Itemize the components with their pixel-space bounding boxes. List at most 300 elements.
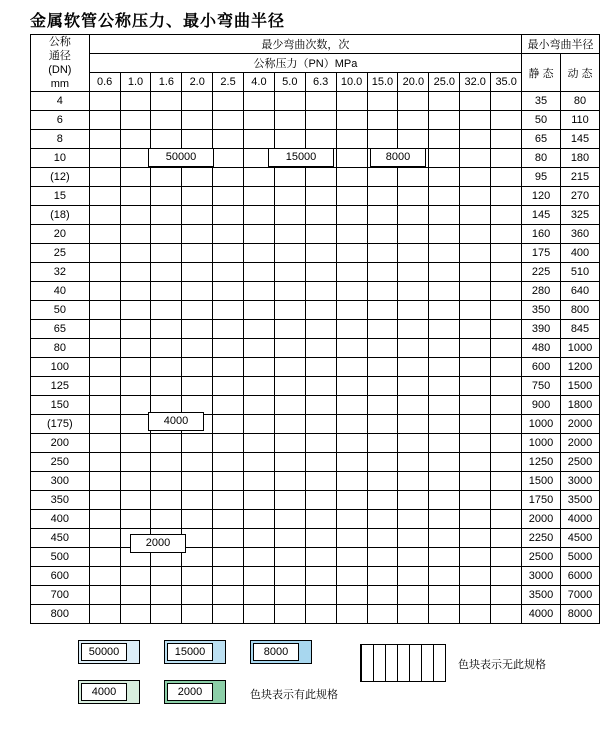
dn-header-cell (31, 35, 90, 92)
pressure-cell (274, 358, 305, 377)
pressure-cell (213, 320, 244, 339)
pressure-cell (460, 92, 491, 111)
pressure-cell (429, 491, 460, 510)
pressure-cell (244, 586, 275, 605)
pressure-cell (182, 187, 213, 206)
table-row (31, 301, 600, 320)
pressure-cell (491, 320, 522, 339)
pressure-cell (398, 605, 429, 624)
dn-value: 700 (31, 586, 90, 605)
pressure-cell (336, 92, 367, 111)
pressure-cell (460, 491, 491, 510)
pressure-cell (305, 453, 336, 472)
radius-static-value: 65 (522, 130, 561, 149)
pressure-cell (151, 92, 182, 111)
pressure-cell (274, 263, 305, 282)
pressure-cell (120, 111, 151, 130)
radius-dynamic-value: 2000 (560, 415, 599, 434)
pressure-col-header: 20.0 (398, 73, 429, 92)
pressure-cell (244, 548, 275, 567)
pressure-cell (305, 339, 336, 358)
pressure-cell (182, 282, 213, 301)
pressure-col-header: 0.6 (89, 73, 120, 92)
pressure-cell (182, 92, 213, 111)
pressure-cell (336, 111, 367, 130)
radius-dynamic-value: 1500 (560, 377, 599, 396)
pressure-cell (244, 206, 275, 225)
pressure-cell (151, 320, 182, 339)
pressure-cell (274, 187, 305, 206)
pressure-cell (460, 472, 491, 491)
pressure-cell (120, 339, 151, 358)
dn-value: 10 (31, 149, 90, 168)
pressure-cell (274, 339, 305, 358)
pressure-cell (460, 415, 491, 434)
pressure-cell (120, 358, 151, 377)
dn-value: 800 (31, 605, 90, 624)
pressure-cell (120, 453, 151, 472)
pressure-cell (120, 320, 151, 339)
legend-label-15000: 15000 (167, 643, 213, 661)
pressure-cell (151, 168, 182, 187)
radius-dynamic-value: 215 (560, 168, 599, 187)
pressure-cell (89, 396, 120, 415)
legend-label-2000: 2000 (167, 683, 213, 701)
table-body (31, 92, 600, 624)
pressure-cell (429, 415, 460, 434)
overlay-value-box: 50000 (148, 148, 214, 167)
radius-static-value: 3500 (522, 586, 561, 605)
pressure-cell (89, 187, 120, 206)
dn-value: 20 (31, 225, 90, 244)
pressure-cell (89, 339, 120, 358)
pressure-cell (367, 282, 398, 301)
table-row (31, 396, 600, 415)
pressure-cell (274, 168, 305, 187)
pressure-cell (305, 567, 336, 586)
dn-value: 65 (31, 320, 90, 339)
radius-dynamic-value: 360 (560, 225, 599, 244)
pressure-cell (274, 548, 305, 567)
pressure-cell (274, 92, 305, 111)
pressure-cell (336, 168, 367, 187)
pressure-cell (244, 187, 275, 206)
pressure-cell (305, 92, 336, 111)
pressure-cell (274, 377, 305, 396)
pressure-cell (151, 605, 182, 624)
dn-value: 450 (31, 529, 90, 548)
pressure-col-header: 15.0 (367, 73, 398, 92)
pressure-cell (336, 282, 367, 301)
radius-dynamic-value: 2000 (560, 434, 599, 453)
pressure-cell (120, 130, 151, 149)
pressure-cell (120, 301, 151, 320)
pressure-col-header: 35.0 (491, 73, 522, 92)
pressure-cell (182, 225, 213, 244)
pressure-cell (244, 282, 275, 301)
pressure-cell (460, 358, 491, 377)
pressure-cell (274, 320, 305, 339)
pressure-cell (429, 187, 460, 206)
pressure-cell (336, 434, 367, 453)
pressure-cell (274, 301, 305, 320)
pressure-cell (151, 187, 182, 206)
pressure-cell (460, 149, 491, 168)
pressure-cell (367, 339, 398, 358)
radius-static-header: 静 态 (522, 54, 561, 92)
pressure-cell (151, 358, 182, 377)
pressure-cell (120, 225, 151, 244)
pressure-cell (213, 339, 244, 358)
dn-value: 200 (31, 434, 90, 453)
table-row (31, 377, 600, 396)
pressure-col-header: 5.0 (274, 73, 305, 92)
pressure-cell (398, 320, 429, 339)
pressure-cell (305, 225, 336, 244)
pressure-cell (429, 92, 460, 111)
pressure-cell (367, 320, 398, 339)
pressure-cell (182, 168, 213, 187)
pressure-cell (213, 301, 244, 320)
pressure-cell (398, 529, 429, 548)
pressure-cell (151, 567, 182, 586)
pressure-cell (367, 263, 398, 282)
pressure-cell (398, 92, 429, 111)
pressure-cell (182, 263, 213, 282)
pressure-cell (398, 111, 429, 130)
pressure-cell (182, 320, 213, 339)
pressure-cell (460, 453, 491, 472)
pressure-cell (336, 548, 367, 567)
pressure-cell (274, 491, 305, 510)
pressure-cell (398, 377, 429, 396)
dn-value: 40 (31, 282, 90, 301)
pressure-cell (120, 472, 151, 491)
table-row (31, 282, 600, 301)
pressure-cell (491, 358, 522, 377)
pressure-cell (274, 510, 305, 529)
pressure-cell (213, 225, 244, 244)
pressure-cell (491, 415, 522, 434)
radius-static-value: 3000 (522, 567, 561, 586)
pressure-cell (336, 358, 367, 377)
pressure-cell (367, 301, 398, 320)
pressure-cell (120, 415, 151, 434)
pressure-cell (213, 586, 244, 605)
table-row (31, 586, 600, 605)
pressure-col-header: 6.3 (305, 73, 336, 92)
pressure-cell (460, 301, 491, 320)
legend-label-8000: 8000 (253, 643, 299, 661)
table-row (31, 491, 600, 510)
legend-note-color: 色块表示有此规格 (250, 689, 338, 701)
pressure-cell (244, 434, 275, 453)
dn-value: 300 (31, 472, 90, 491)
pressure-cell (398, 244, 429, 263)
pressure-cell (460, 320, 491, 339)
table-row (31, 510, 600, 529)
pressure-cell (305, 472, 336, 491)
pressure-cell (213, 377, 244, 396)
pressure-cell (151, 510, 182, 529)
radius-dynamic-value: 325 (560, 206, 599, 225)
header-row-2 (31, 54, 600, 73)
pressure-cell (367, 244, 398, 263)
pressure-cell (274, 605, 305, 624)
pressure-col-header: 10.0 (336, 73, 367, 92)
radius-dynamic-value: 4000 (560, 510, 599, 529)
pressure-cell (182, 377, 213, 396)
dn-value: (12) (31, 168, 90, 187)
pressure-cell (182, 529, 213, 548)
radius-static-value: 145 (522, 206, 561, 225)
radius-static-value: 1500 (522, 472, 561, 491)
pressure-cell (460, 377, 491, 396)
pressure-cell (274, 282, 305, 301)
pressure-cell (182, 491, 213, 510)
pressure-cell (151, 339, 182, 358)
pressure-cell (120, 187, 151, 206)
pressure-cell (120, 434, 151, 453)
pressure-cell (213, 149, 244, 168)
radius-static-value: 80 (522, 149, 561, 168)
pressure-cell (491, 168, 522, 187)
legend-swatch-50000 (78, 640, 140, 664)
radius-static-value: 35 (522, 92, 561, 111)
pressure-cell (429, 510, 460, 529)
pressure-col-header: 1.0 (120, 73, 151, 92)
table-row (31, 567, 600, 586)
pressure-cell (244, 491, 275, 510)
pressure-cell (491, 548, 522, 567)
pressure-cell (336, 244, 367, 263)
table-row (31, 206, 600, 225)
pressure-cell (398, 567, 429, 586)
pressure-cell (398, 168, 429, 187)
pressure-cell (151, 263, 182, 282)
dn-value: 8 (31, 130, 90, 149)
pressure-cell (244, 301, 275, 320)
pressure-cell (398, 510, 429, 529)
pressure-cell (89, 92, 120, 111)
pressure-cell (89, 168, 120, 187)
pressure-cell (182, 567, 213, 586)
pressure-cell (182, 586, 213, 605)
header-row-1 (31, 35, 600, 54)
radius-dynamic-value: 3000 (560, 472, 599, 491)
pressure-cell (460, 244, 491, 263)
pressure-cell (398, 225, 429, 244)
dn-value: (175) (31, 415, 90, 434)
pressure-cell (305, 282, 336, 301)
pressure-cell (305, 491, 336, 510)
pressure-cell (244, 472, 275, 491)
radius-static-value: 390 (522, 320, 561, 339)
pressure-cell (491, 225, 522, 244)
radius-static-value: 2000 (522, 510, 561, 529)
legend-swatch-4000 (78, 680, 140, 704)
pressure-cell (244, 567, 275, 586)
pressure-cell (89, 567, 120, 586)
pressure-cell (460, 282, 491, 301)
pressure-cell (89, 206, 120, 225)
pressure-cell (398, 282, 429, 301)
pressure-cell (274, 453, 305, 472)
pressure-cell (151, 491, 182, 510)
pressure-cell (274, 567, 305, 586)
pressure-cell (244, 263, 275, 282)
pressure-cell (429, 396, 460, 415)
pressure-cell (460, 130, 491, 149)
pressure-cell (305, 605, 336, 624)
pressure-cell (398, 434, 429, 453)
pressure-cell (151, 244, 182, 263)
pressure-cell (182, 111, 213, 130)
pressure-cell (274, 111, 305, 130)
pressure-col-header: 32.0 (460, 73, 491, 92)
pressure-cell (398, 263, 429, 282)
pressure-cell (460, 605, 491, 624)
pressure-cell (305, 130, 336, 149)
pressure-cell (151, 111, 182, 130)
pressure-cell (213, 168, 244, 187)
pressure-cell (460, 548, 491, 567)
pressure-cell (89, 548, 120, 567)
pressure-cell (89, 377, 120, 396)
pressure-cell (213, 111, 244, 130)
pressure-cell (244, 358, 275, 377)
dn-header-line-1: 公称 (48, 36, 71, 48)
overlay-value-box: 4000 (148, 412, 204, 431)
table-row (31, 168, 600, 187)
pressure-cell (89, 282, 120, 301)
radius-static-value: 1000 (522, 434, 561, 453)
pressure-cell (398, 548, 429, 567)
pressure-cell (336, 339, 367, 358)
dn-value: 15 (31, 187, 90, 206)
pressure-cell (336, 605, 367, 624)
radius-static-value: 175 (522, 244, 561, 263)
pressure-cell (460, 187, 491, 206)
pressure-col-header: 4.0 (244, 73, 275, 92)
pressure-cell (367, 168, 398, 187)
pressure-cell (244, 244, 275, 263)
dn-value: 6 (31, 111, 90, 130)
radius-static-value: 225 (522, 263, 561, 282)
bend-radius-header: 最小弯曲半径 (522, 35, 600, 54)
pressure-cell (398, 130, 429, 149)
radius-dynamic-value: 400 (560, 244, 599, 263)
pressure-cell (305, 206, 336, 225)
pressure-cell (120, 282, 151, 301)
pressure-cell (336, 377, 367, 396)
pressure-cell (213, 434, 244, 453)
legend (30, 636, 570, 726)
radius-static-value: 480 (522, 339, 561, 358)
pressure-cell (305, 529, 336, 548)
radius-dynamic-value: 640 (560, 282, 599, 301)
pressure-cell (398, 396, 429, 415)
pressure-cell (274, 472, 305, 491)
pressure-cell (182, 244, 213, 263)
pressure-cell (398, 206, 429, 225)
pressure-cell (89, 111, 120, 130)
pressure-cell (491, 491, 522, 510)
pressure-cell (429, 605, 460, 624)
dn-header-line-4: mm (50, 78, 70, 90)
pressure-cell (151, 130, 182, 149)
pressure-cell (305, 168, 336, 187)
pressure-cell (491, 263, 522, 282)
radius-static-value: 4000 (522, 605, 561, 624)
radius-static-value: 1250 (522, 453, 561, 472)
pressure-cell (244, 111, 275, 130)
pressure-cell (244, 130, 275, 149)
pressure-cell (89, 320, 120, 339)
pressure-cell (305, 301, 336, 320)
table-row (31, 415, 600, 434)
dn-value: 350 (31, 491, 90, 510)
pressure-cell (120, 92, 151, 111)
header-row-3 (31, 73, 600, 92)
pressure-cell (336, 491, 367, 510)
pressure-cell (151, 453, 182, 472)
pressure-cell (429, 130, 460, 149)
pressure-cell (182, 510, 213, 529)
dn-header-line-3: (DN) (48, 64, 72, 76)
radius-dynamic-header: 动 态 (560, 54, 599, 92)
pressure-cell (460, 263, 491, 282)
pressure-cell (244, 168, 275, 187)
pressure-cell (120, 206, 151, 225)
table-row (31, 529, 600, 548)
dn-value: 500 (31, 548, 90, 567)
pressure-cell (244, 320, 275, 339)
pressure-cell (491, 187, 522, 206)
pressure-cell (182, 453, 213, 472)
pressure-cell (460, 206, 491, 225)
pressure-cell (89, 358, 120, 377)
pressure-cell (120, 605, 151, 624)
pressure-cell (429, 377, 460, 396)
pressure-cell (213, 206, 244, 225)
pressure-cell (151, 434, 182, 453)
table-row (31, 244, 600, 263)
pressure-cell (89, 225, 120, 244)
pressure-cell (305, 320, 336, 339)
dn-value: 150 (31, 396, 90, 415)
pressure-cell (182, 434, 213, 453)
pressure-cell (491, 529, 522, 548)
pressure-cell (336, 320, 367, 339)
dn-value: 100 (31, 358, 90, 377)
pressure-cell (182, 130, 213, 149)
pressure-cell (367, 206, 398, 225)
pressure-cell (89, 529, 120, 548)
pressure-cell (305, 396, 336, 415)
pressure-cell (305, 244, 336, 263)
pressure-cell (120, 396, 151, 415)
overlay-value-box: 2000 (130, 534, 186, 553)
pressure-cell (367, 130, 398, 149)
radius-static-value: 95 (522, 168, 561, 187)
pressure-cell (491, 301, 522, 320)
pressure-cell (305, 358, 336, 377)
pressure-cell (305, 548, 336, 567)
radius-dynamic-value: 110 (560, 111, 599, 130)
pressure-cell (120, 510, 151, 529)
pressure-cell (367, 472, 398, 491)
